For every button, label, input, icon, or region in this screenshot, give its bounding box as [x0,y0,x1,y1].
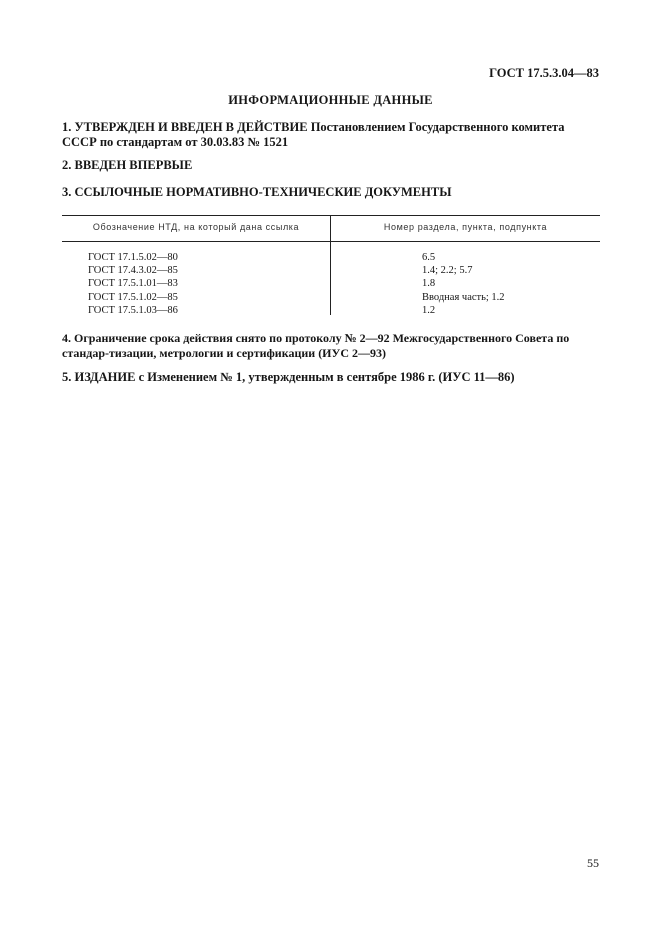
info-item-4 [62,331,602,361]
info-item-1 [62,120,602,150]
item-text: Постановлением Государственного комитета СССР по стандартам от 30.03.83 № 1521 [62,120,565,149]
table-cell-document: ГОСТ 17.4.3.02—85 [88,265,178,277]
item-text: Ограничение срока действия снято по протоколу № 2—92 Межгосударственного Совета по стандар-тизации, метрологии и сертификации (ИУС 2—93) [62,331,570,360]
table-cell-section: 6.5 [422,252,436,263]
table-cell-section: Вводная часть; 1.2 [422,291,505,303]
table-cell-document: ГОСТ 17.5.1.03—86 [88,304,178,316]
item-number: 2. [62,158,72,172]
table-cell-section: 1.4; 2.2; 5.7 [422,265,473,277]
item-text: ССЫЛОЧНЫЕ НОРМАТИВНО-ТЕХНИЧЕСКИЕ ДОКУМЕНТЫ [74,185,452,199]
item-number: 5. [62,370,72,384]
info-item-2 [62,158,192,173]
item-number: 3. [62,185,72,199]
item-text: ИЗДАНИЕ с Изменением № 1, утвержденным в сентябре 1986 г. (ИУС 11—86) [74,370,515,384]
info-item-5 [62,370,515,385]
table-header-rule [62,241,600,242]
document-code: ГОСТ 17.5.3.04—83 [489,66,599,80]
section-title: ИНФОРМАЦИОННЫЕ ДАННЫЕ [228,93,433,107]
table-top-rule [62,215,600,216]
item-heading: УТВЕРЖДЕН И ВВЕДЕН В ДЕЙСТВИЕ [74,120,308,134]
item-number: 4. [62,331,71,345]
info-item-3 [62,185,451,200]
table-column-sections [422,251,505,317]
table-cell-document: ГОСТ 17.1.5.02—80 [88,252,178,263]
page-number: 55 [587,856,599,870]
table-header-document: Обозначение НТД, на который дана ссылка [92,222,300,232]
item-text: ВВЕДЕН ВПЕРВЫЕ [74,158,193,172]
table-cell-document: ГОСТ 17.5.1.02—85 [88,291,178,303]
table-cell-section: 1.8 [422,278,436,290]
table-cell-document: ГОСТ 17.5.1.01—83 [88,278,178,290]
table-cell-section: 1.2 [422,304,436,316]
table-header-section: Номер раздела, пункта, подпункта [383,222,548,232]
table-column-documents [88,251,178,317]
item-number: 1. [62,120,72,134]
